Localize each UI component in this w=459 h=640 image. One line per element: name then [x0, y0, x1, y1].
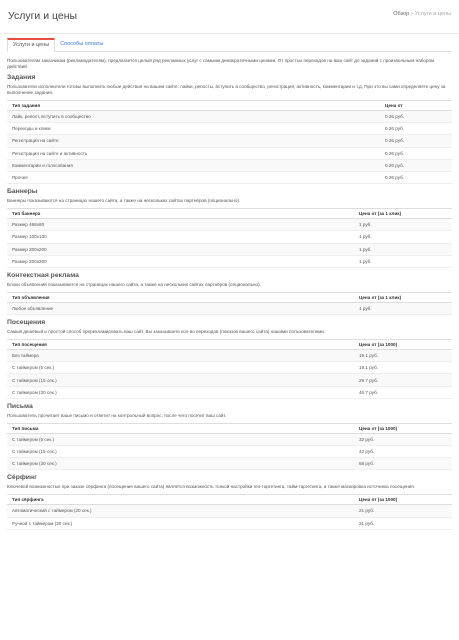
table-row	[7, 302, 452, 314]
column-header: Цена от (за 1 клик)	[354, 292, 452, 302]
table-cell: 19.1 руб.	[354, 350, 452, 362]
breadcrumb	[393, 11, 451, 17]
table-cell: 1 руб.	[354, 219, 452, 231]
table-row	[7, 135, 452, 147]
table-cell: Регистрация на сайте	[7, 135, 380, 147]
table-cell: 0.26 руб.	[380, 135, 452, 147]
column-header: Тип объявления	[7, 292, 354, 302]
table-cell: С таймером (30 сек.)	[7, 458, 354, 470]
table-cell: 1 руб.	[354, 255, 452, 267]
page-title: Услуги и цены	[8, 10, 78, 22]
section-title: Сёрфинг	[7, 474, 37, 482]
table-cell: 0.26 руб.	[380, 111, 452, 123]
section-title: Посещения	[7, 319, 46, 327]
table-row	[7, 386, 452, 398]
breadcrumb-home-link[interactable]: Обзор	[393, 11, 410, 17]
tab-bar	[7, 38, 452, 52]
table-row	[7, 171, 452, 183]
table-header-row	[7, 209, 452, 219]
section-description: Самый дешёвый и простой способ прорекламировать ваш сайт. Вы заказываете кол-во переходов (показов вашего сайта) нашими пользователями.	[7, 329, 326, 335]
table-row	[7, 147, 452, 159]
section-context-ads	[7, 272, 452, 315]
table-header-row	[7, 495, 452, 505]
table-cell: 46.7 руб.	[354, 386, 452, 398]
section-surfing	[7, 474, 452, 529]
column-header: Тип сёрфинга	[7, 495, 354, 505]
column-header: Цена от (за 1000)	[354, 495, 452, 505]
intro-text: Пользователям заказчикам (рекламодателям), предлагается целый ряд рекламных услуг с самыми демократичными ценами. От простых переходов на ваш сайт до заданий с произвольным набором действий.	[7, 58, 435, 69]
table-cell: Комментарии и голосования	[7, 159, 380, 171]
table-row	[7, 243, 452, 255]
column-header: Цена от (за 1000)	[354, 423, 452, 433]
visits-table	[7, 339, 452, 399]
column-header: Цена от (за 1 клик)	[354, 209, 452, 219]
table-header-row	[7, 101, 452, 111]
table-cell: 1 руб.	[354, 243, 452, 255]
section-description: Баннеры показываются на страницах нашего сайта, а также на нескольких сайтах партнёров (опционально).	[7, 198, 241, 204]
table-cell: 31 руб.	[354, 517, 452, 529]
section-visits	[7, 319, 452, 399]
table-cell: 29.7 руб.	[354, 374, 452, 386]
section-title: Задания	[7, 74, 36, 81]
table-row	[7, 458, 452, 470]
table-row	[7, 505, 452, 517]
table-row	[7, 433, 452, 445]
table-cell: Любое объявление	[7, 302, 354, 314]
page-header	[0, 0, 459, 34]
tasks-table	[7, 100, 452, 184]
tab-services-prices[interactable]: Услуги и цены	[7, 38, 55, 52]
column-header: Тип посещения	[7, 340, 354, 350]
table-row	[7, 374, 452, 386]
table-cell: Лайк, репост, вступить в сообщество	[7, 111, 380, 123]
table-cell: 0.26 руб.	[380, 147, 452, 159]
breadcrumb-current: Услуги и цены	[414, 11, 451, 17]
banners-table	[7, 208, 452, 268]
section-banners	[7, 188, 452, 268]
table-cell: Регистрация на сайте и активность	[7, 147, 380, 159]
table-cell: С таймером (15 сек.)	[7, 374, 354, 386]
table-row	[7, 446, 452, 458]
table-header-row	[7, 292, 452, 302]
table-cell: 32 руб.	[354, 433, 452, 445]
table-cell: 19.1 руб.	[354, 362, 452, 374]
table-row	[7, 123, 452, 135]
table-cell: 21 руб.	[354, 505, 452, 517]
letters-table	[7, 423, 452, 471]
table-cell: 1 руб.	[354, 302, 452, 314]
table-header-row	[7, 423, 452, 433]
table-cell: С таймером (5 сек.)	[7, 362, 354, 374]
surfing-table	[7, 494, 452, 529]
section-letters	[7, 403, 452, 471]
table-row	[7, 231, 452, 243]
column-header: Тип задания	[7, 101, 380, 111]
section-description: Блоки объявлений показываются на страницах нашего сайта, а также на нескольких сайтах партнёров (опционально).	[7, 281, 261, 287]
table-cell: С таймером (15 сек.)	[7, 446, 354, 458]
chevron-right-icon: ›	[411, 11, 413, 17]
table-row	[7, 159, 452, 171]
table-row	[7, 517, 452, 529]
table-cell: С таймером (30 сек.)	[7, 386, 354, 398]
table-cell: Размер 468х60	[7, 219, 354, 231]
table-cell: Без таймера	[7, 350, 354, 362]
table-cell: 0.26 руб.	[380, 123, 452, 135]
context-ads-table	[7, 292, 452, 315]
table-cell: Автоматический с таймером (20 сек.)	[7, 505, 354, 517]
table-row	[7, 362, 452, 374]
table-cell: Ручной с таймером (20 сек.)	[7, 517, 354, 529]
table-cell: 1 руб.	[354, 231, 452, 243]
column-header: Цена от	[380, 101, 452, 111]
table-cell: Размер 200х200	[7, 243, 354, 255]
table-row	[7, 255, 452, 267]
column-header: Тип письма	[7, 423, 354, 433]
table-cell: 42 руб.	[354, 446, 452, 458]
column-header: Цена от (за 1000)	[354, 340, 452, 350]
table-cell: Прочее	[7, 171, 380, 183]
section-title: Письма	[7, 402, 33, 410]
table-cell: Размер 100х100	[7, 231, 354, 243]
table-cell: Переходы и клики	[7, 123, 380, 135]
section-description: Пользователь прочитает ваше письмо и ответит на контрольный вопрос, после чего посетит ваш сайт.	[7, 412, 227, 418]
table-header-row	[7, 340, 452, 350]
main-content	[0, 34, 459, 530]
section-description: Пользователи исполнители готовы выполнить любые действия на вашем сайте: лайки, репосты, вступить в сообщество, регистрация, активность, комментарии и т.д. При это вы сами определяете цену за выполнение задания.	[7, 84, 446, 95]
tab-payment-methods[interactable]: Способы оплаты	[60, 41, 104, 47]
section-description: Ключевой возможностью при заказе сёрфинга (посещение вашего сайта) является возможность тонкой настройки гео-таргетинга, тайм-таргетинга, а также маскировка источника посещения.	[7, 484, 416, 490]
column-header: Тип баннера	[7, 209, 354, 219]
table-cell: 0.26 руб.	[380, 171, 452, 183]
table-cell: Размер 200х300	[7, 255, 354, 267]
section-title: Баннеры	[7, 188, 38, 196]
section-title: Контекстная реклама	[7, 271, 79, 279]
section-tasks	[7, 74, 452, 184]
table-row	[7, 219, 452, 231]
table-row	[7, 111, 452, 123]
table-cell: 58 руб.	[354, 458, 452, 470]
table-row	[7, 350, 452, 362]
table-cell: 0.26 руб.	[380, 159, 452, 171]
table-cell: С таймером (5 сек.)	[7, 433, 354, 445]
